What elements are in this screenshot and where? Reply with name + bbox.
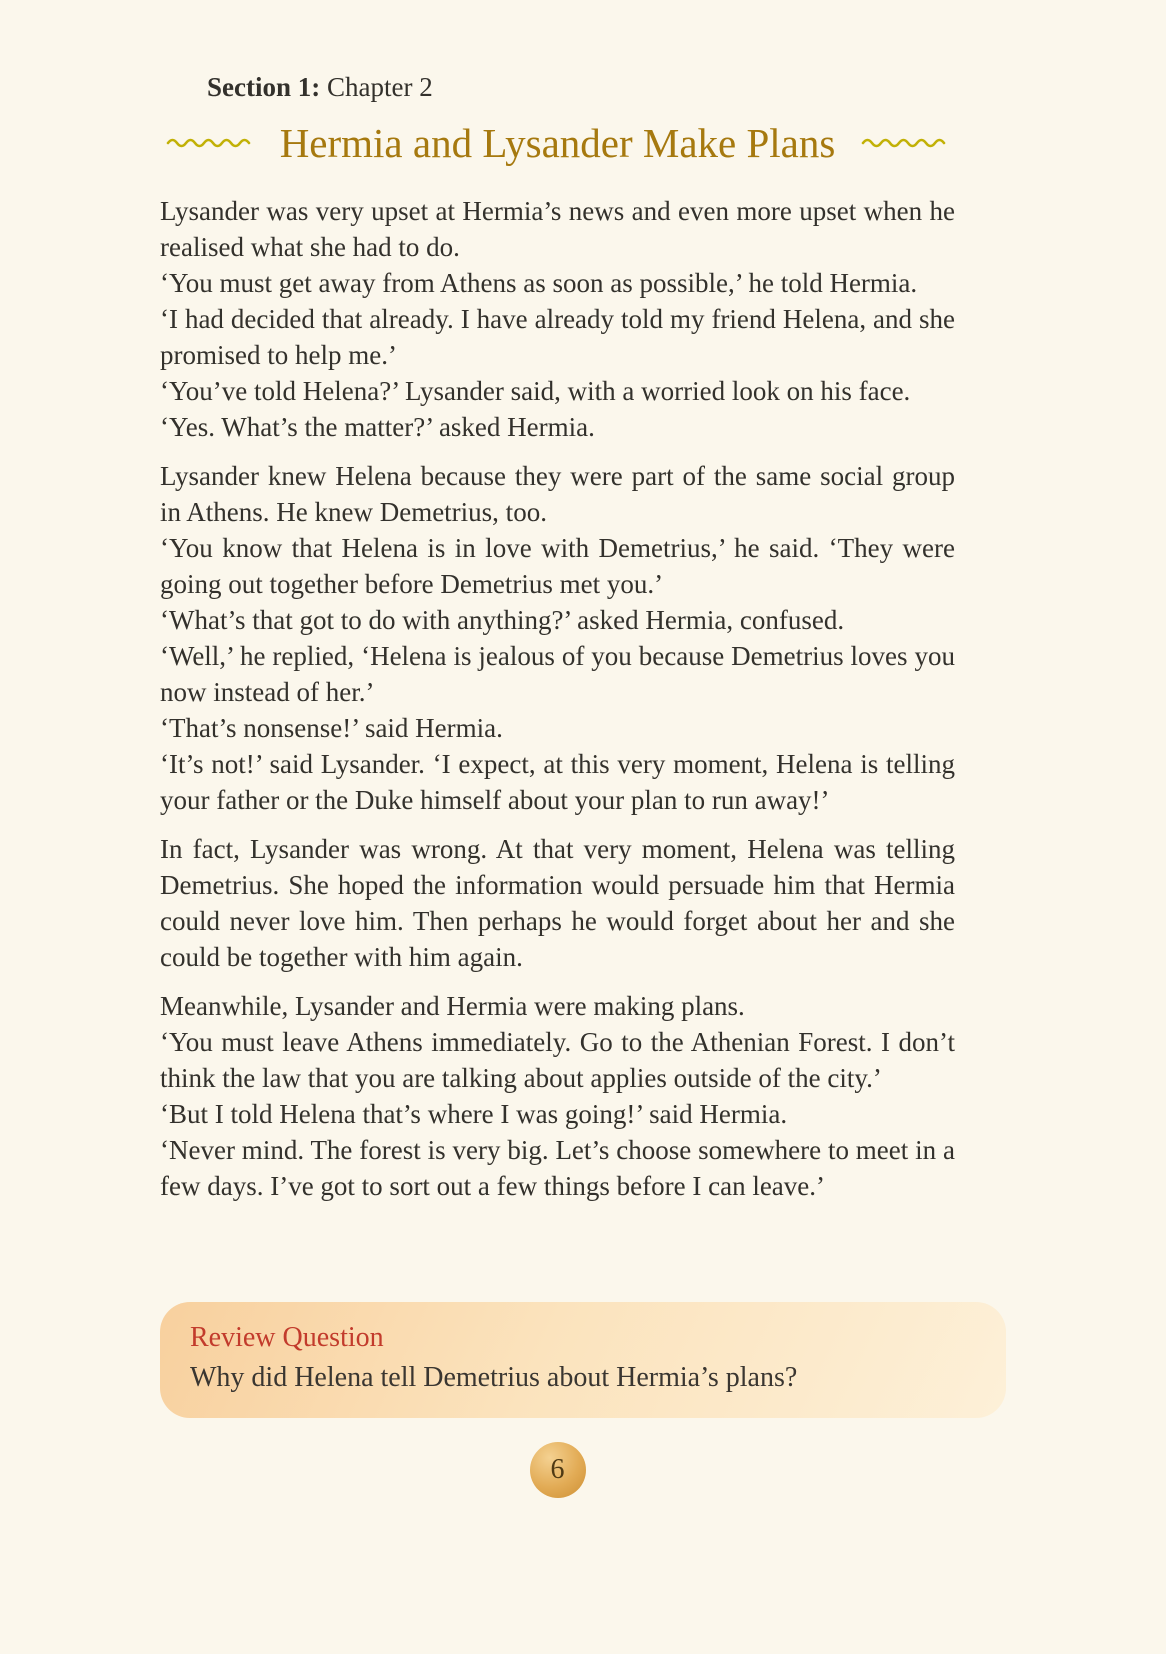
story-line: ‘You must leave Athens immediately. Go to the Athenian Forest. I don’t think the law that you are talking about applies outside of the city.’ <box>160 1027 955 1093</box>
review-question-box <box>160 1302 1006 1418</box>
chapter-header <box>207 72 955 103</box>
story-line: In fact, Lysander was wrong. At that very moment, Helena was telling Demetrius. She hoped the information would persuade him that Hermia could never love him. Then perhaps he would forget about her and she could be together with him again. <box>160 834 955 972</box>
title-row <box>160 119 955 167</box>
page-number-badge: 6 <box>530 1442 586 1498</box>
page-title: Hermia and Lysander Make Plans <box>279 120 836 166</box>
story-line: ‘You’ve told Helena?’ Lysander said, with a worried look on his face. <box>160 376 911 406</box>
title-squiggle-right-icon <box>861 136 949 150</box>
story-line: ‘It’s not!’ said Lysander. ‘I expect, at this very moment, Helena is telling your father or the Duke himself about your plan to run away!’ <box>160 749 955 815</box>
review-question-text: Why did Helena tell Demetrius about Hermia’s plans? <box>190 1362 798 1393</box>
story-paragraph <box>160 831 955 975</box>
story-line: ‘But I told Helena that’s where I was going!’ said Hermia. <box>160 1099 788 1129</box>
story-line: ‘That’s nonsense!’ said Hermia. <box>160 713 503 743</box>
story-line: ‘You must get away from Athens as soon as possible,’ he told Hermia. <box>160 268 918 298</box>
title-squiggle-left-icon <box>166 136 254 150</box>
chapter-label: Chapter 2 <box>320 72 433 102</box>
story-paragraph <box>160 193 955 445</box>
story-line: ‘Yes. What’s the matter?’ asked Hermia. <box>160 412 595 442</box>
story-paragraph <box>160 458 955 818</box>
story-line: ‘What’s that got to do with anything?’ asked Hermia, confused. <box>160 605 845 635</box>
review-question-heading: Review Question <box>190 1322 384 1353</box>
story-line: Lysander knew Helena because they were part of the same social group in Athens. He knew Demetrius, too. <box>160 461 955 527</box>
section-label: Section 1: <box>207 72 321 102</box>
story-line: ‘You know that Helena is in love with Demetrius,’ he said. ‘They were going out together before Demetrius met you.’ <box>160 533 955 599</box>
story-paragraph <box>160 988 955 1204</box>
story-line: ‘I had decided that already. I have already told my friend Helena, and she promised to help me.’ <box>160 304 955 370</box>
story-line: ‘Never mind. The forest is very big. Let’s choose somewhere to meet in a few days. I’ve got to sort out a few things before I can leave.’ <box>160 1135 955 1201</box>
story-line: Meanwhile, Lysander and Hermia were making plans. <box>160 991 745 1021</box>
story-line: Lysander was very upset at Hermia’s news and even more upset when he realised what she had to do. <box>160 196 955 262</box>
story-line: ‘Well,’ he replied, ‘Helena is jealous of you because Demetrius loves you now instead of her.’ <box>160 641 955 707</box>
